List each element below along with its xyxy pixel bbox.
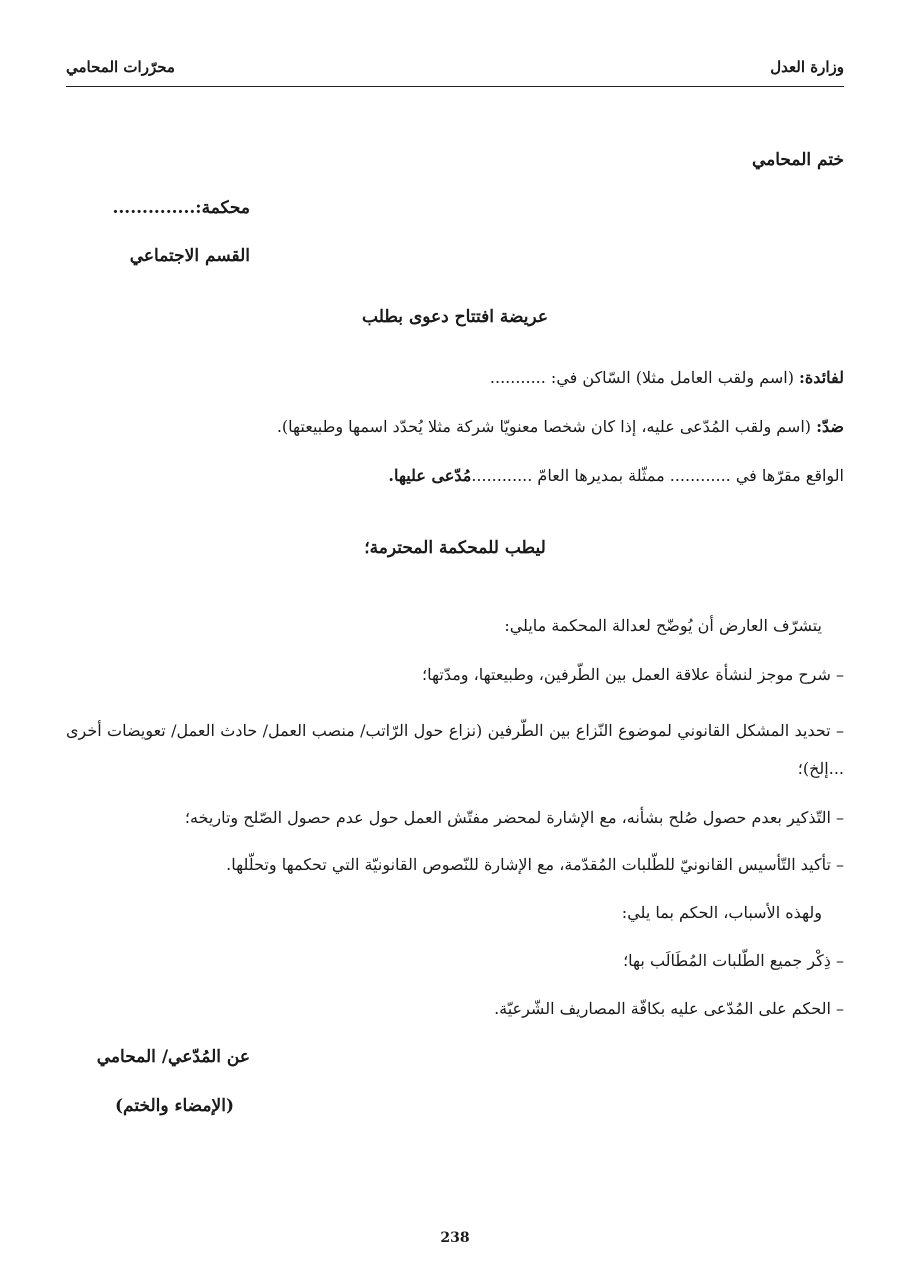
judgment-item: – ذِكْر جميع الطّلبات المُطَالَب بها؛ — [623, 951, 844, 970]
list-item: – تحديد المشكل القانوني لموضوع النّزاع بين الطّرفين (نزاع حول الرّاتب/ منصب العمل/ حادث العمل/ تعويضات أخرى ...إلخ)؛ — [66, 721, 844, 778]
plaintiff-label: لفائدة: — [799, 368, 844, 387]
list-item: – تأكيد التّأسيس القانونيّ للطّلبات المُقدّمة، مع الإشارة للنّصوص القانونيّة التي تحكمها وتحلّلها. — [226, 855, 844, 874]
reasons-line: ولهذه الأسباب، الحكم بما يلي: — [621, 903, 822, 922]
signature-note: (الإمضاء والختم) — [115, 1096, 234, 1116]
plaintiff-text: (اسم ولقب العامل مثلا) السّاكن في: ........... — [489, 368, 800, 387]
page-number: 238 — [440, 1230, 470, 1246]
list-item: – شرح موجز لنشأة علاقة العمل بين الطّرفين، وطبيعتها، ومدّتها؛ — [422, 665, 844, 684]
document-title: عريضة افتتاح دعوى بطلب — [362, 307, 548, 327]
address-text: الواقع مقرّها في ............ ممثّلة بمديرها العامّ ............ — [471, 466, 844, 485]
defendant-label: ضدّ: — [816, 417, 844, 436]
header-ministry: وزارة العدل — [770, 58, 844, 76]
plaintiff-line — [490, 368, 844, 387]
page-header — [66, 58, 844, 87]
defendant-address-line — [388, 466, 844, 485]
signature-line: عن المُدّعي/ المحامي — [96, 1047, 250, 1067]
defendant-line — [277, 417, 844, 436]
intro-paragraph: يتشرّف العارض أن يُوضّح لعدالة المحكمة مايلي: — [504, 616, 822, 635]
court-label: محكمة:.............. — [112, 198, 250, 218]
judgment-item: – الحكم على المُدّعى عليه بكافّة المصاريف الشّرعيّة. — [494, 999, 844, 1018]
defendant-text: (اسم ولقب المُدّعى عليه، إذا كان شخصا معنويّا شركة مثلا يُحدّد اسمها وطبيعتها). — [276, 417, 817, 436]
social-section-label: القسم الاجتماعي — [129, 246, 250, 266]
header-lawyer-forms: محرّرات المحامي — [66, 58, 175, 76]
defendant-designation: مُدّعى عليها. — [388, 466, 472, 485]
list-item: – التّذكير بعدم حصول صُلح بشأنه، مع الإشارة لمحضر مفتّش العمل حول عدم حصول الصّلح وتاريخه؛ — [184, 808, 844, 827]
request-heading: ليطب للمحكمة المحترمة؛ — [364, 538, 546, 558]
lawyer-stamp-label: ختم المحامي — [751, 150, 844, 170]
